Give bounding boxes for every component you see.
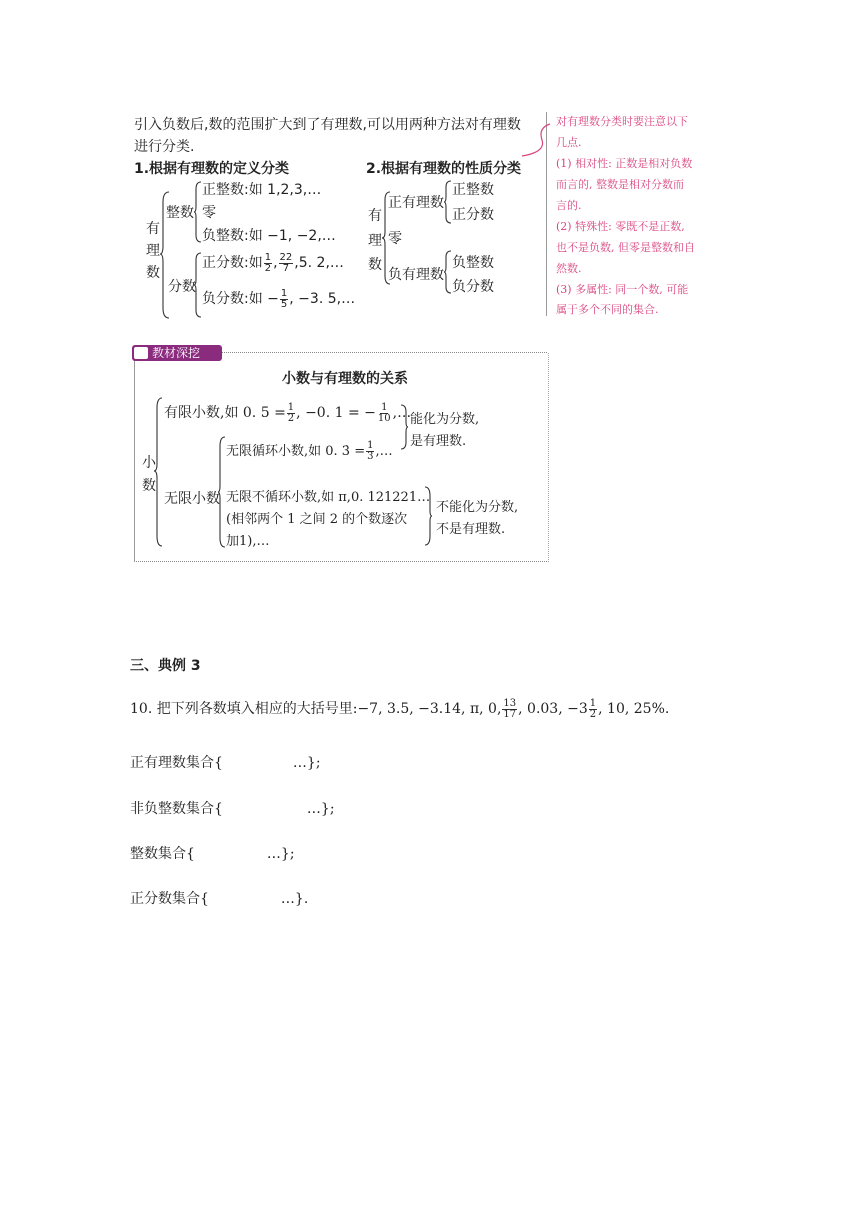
fraction-1-2-q: $\frac{1}{2}$ [589, 697, 597, 720]
fraction-13-17: $\frac{13}{17}$ [503, 697, 517, 720]
negative-rational: 负有理数 [388, 267, 444, 283]
question: 10. 把下列各数填入相应的大括号里:−7, 3.5, −3.14, π, 0, $\frac{13}{17}$ , 0.03, −3 $\frac{1}{2}$ , 10, 25%. [130, 697, 670, 720]
repeating-decimal: 无限循环小数,如 0. 3̇ = $\frac{1}{3}$ ,… [226, 440, 393, 462]
positive-rational-brace [444, 180, 452, 224]
cannot-convert-line-1: 不能化为分数, [436, 500, 519, 515]
prop-negative-fraction: 负分数 [452, 279, 494, 295]
side-note-line: 属于多个不同的集合. [556, 303, 659, 316]
negative-rational-brace [444, 250, 452, 294]
side-note-line: (3) 多属性: 同一个数, 可能 [556, 283, 689, 296]
set-positive-fraction: 正分数集合{ …}. [130, 891, 309, 907]
side-note-line: 而言的, 整数是相对分数而 [556, 178, 684, 191]
cannot-convert-line-2: 不是有理数. [436, 522, 506, 537]
prop-negative-integer: 负整数 [452, 255, 494, 271]
can-convert-brace [400, 404, 408, 450]
textbook-title: 小数与有理数的关系 [282, 371, 408, 387]
property-root-3: 数 [368, 257, 382, 273]
can-convert-line-2: 是有理数. [410, 434, 467, 449]
set-positive-rational: 正有理数集合{ …}; [130, 755, 321, 771]
side-note-line: 言的. [556, 199, 582, 212]
decimal-root-2: 数 [142, 478, 156, 494]
prop-positive-integer: 正整数 [452, 182, 494, 198]
side-note-line: 然数. [556, 262, 582, 275]
finite-decimal: 有限小数,如 0. 5 = $\frac{1}{2}$ , −0. 1 = − $\frac{1}{10}$ ,… [164, 401, 412, 424]
definition-root-3: 数 [146, 265, 160, 281]
nonrepeating-line-2: (相邻两个 1 之间 2 的个数逐次 [226, 512, 408, 527]
fraction-1-10: $\frac{1}{10}$ [377, 401, 391, 424]
fraction-1-5: $\frac{1}{5}$ [280, 287, 288, 310]
definition-heading: 1.根据有理数的定义分类 [134, 161, 290, 177]
set-integer: 整数集合{ …}; [130, 846, 295, 862]
property-root-1: 有 [368, 208, 382, 224]
side-note-line: 对有理数分类时要注意以下 [556, 115, 688, 128]
side-note-line: (2) 特殊性: 零既不是正数, [556, 220, 685, 233]
fraction-1-3: $\frac{1}{3}$ [367, 440, 374, 462]
intro-line-2: 进行分类. [134, 139, 195, 155]
side-note-line: (1) 相对性: 正数是相对负数 [556, 157, 693, 170]
fraction-label: 分数 [168, 279, 196, 295]
decimal-root-brace [154, 396, 163, 548]
question-number: 10. [130, 701, 153, 717]
set-nonnegative-integer: 非负整数集合{ …}; [130, 801, 335, 817]
intro-line-1: 引入负数后,数的范围扩大到了有理数,可以用两种方法对有理数 [134, 117, 521, 133]
zero-def: 零 [202, 205, 216, 221]
infinite-decimal-brace [218, 436, 226, 548]
definition-root-2: 理 [146, 243, 160, 259]
fraction-22-7: $\frac{22}{7}$ [279, 251, 293, 274]
nonrepeating-line-3: 加1),… [226, 534, 270, 549]
cannot-convert-brace [424, 486, 432, 546]
infinite-decimal-label: 无限小数 [164, 491, 220, 507]
integer-brace [194, 181, 202, 243]
side-note-line: 几点. [556, 136, 582, 149]
book-icon [134, 347, 148, 359]
fraction-1-2: $\frac{1}{2}$ [264, 251, 272, 274]
textbook-box-top-rule [222, 352, 547, 353]
section-heading: 三、典例 3 [130, 658, 201, 674]
positive-integer: 正整数:如 1,2,3,… [202, 182, 322, 198]
fraction-1-2-box: $\frac{1}{2}$ [287, 401, 295, 424]
can-convert-line-1: 能化为分数, [410, 412, 480, 427]
decimal-root-1: 小 [142, 455, 156, 471]
definition-root-1: 有 [146, 221, 160, 237]
positive-rational: 正有理数 [388, 195, 444, 211]
textbook-tag-label: 教材深挖 [152, 346, 201, 360]
fraction-brace [194, 252, 202, 318]
nonrepeating-line-1: 无限不循环小数,如 π,0. 121221… [226, 490, 431, 505]
positive-fraction: 正分数:如 $\frac{1}{2}$ , $\frac{22}{7}$ ,5. 2,… [202, 251, 344, 274]
prop-positive-fraction: 正分数 [452, 207, 494, 223]
negative-fraction: 负分数:如 − $\frac{1}{5}$ , −3. 5,… [202, 287, 356, 310]
zero-prop: 零 [388, 231, 402, 247]
negative-integer: 负整数:如 −1, −2,… [202, 228, 336, 244]
integer-label: 整数 [166, 205, 194, 221]
side-note-pointer [520, 122, 552, 158]
question-text: 把下列各数填入相应的大括号里: [156, 701, 358, 717]
property-root-2: 理 [368, 233, 382, 249]
property-heading: 2.根据有理数的性质分类 [366, 161, 522, 177]
side-note-line: 也不是负数, 但零是整数和自 [556, 241, 695, 254]
